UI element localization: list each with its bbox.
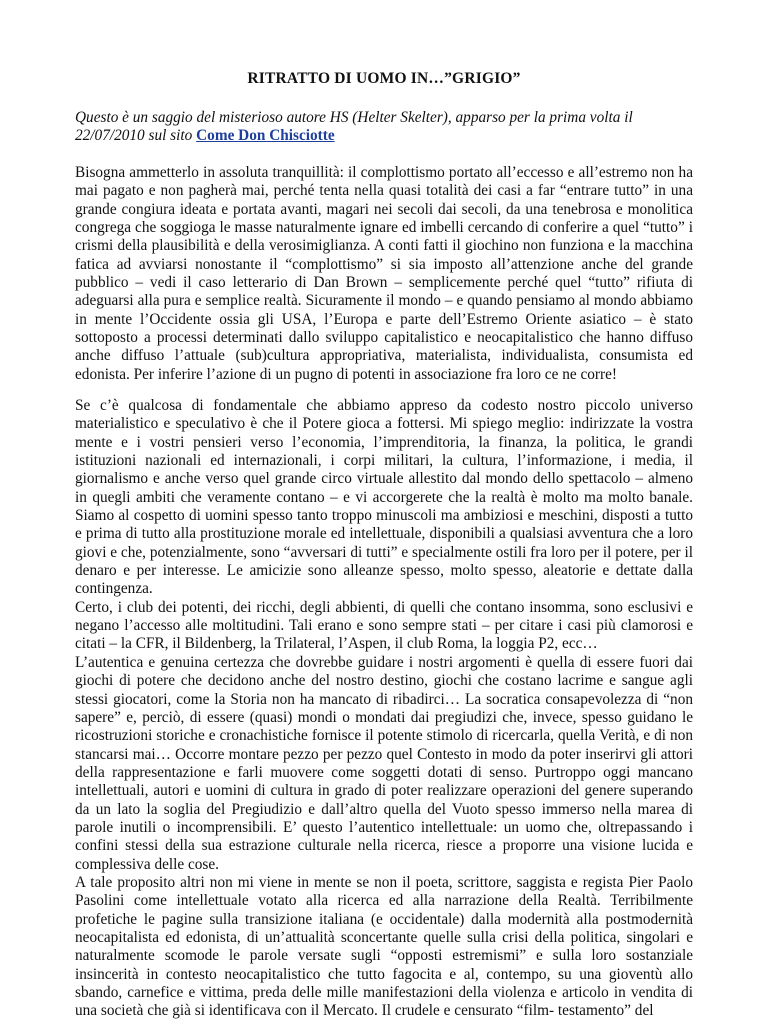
paragraph-4: L’autentica e genuina certezza che dovrebbe guidare i nostri argomenti è quella di essere fuori dai giochi di potere che decidono anche del nostro destino, giochi che costano lacrime e sangue agli stessi giocatori, come la Storia non ha mancato di ribadirci… La socratica consapevolezza di “non sapere” e, perciò, di essere (quasi) mondi o mondati dai pregiudizi che, invece, spesso guidano le ricostruzioni storiche e cronachistiche fornisce il potente stimolo di ricercarla, quella Verità, e di non stancarsi mai… Occorre montare pezzo per pezzo quel Contesto in modo da poter inserirvi gli attori della rappresentazione e farli muovere come soggetti dotati di senso. Purtroppo oggi mancano intellettuali, autori e uomini di cultura in grado di poter realizzare operazioni del genere superando da un lato la soglia del Pregiudizio e dall’altro quella del Vuoto spesso immerso nella marea di parole inutili o incomprensibili. E’ questo l’autentico intellettuale: un uomo che, oltrepassando i confini stessi della sua estrazione culturale nella ricerca, riesce a proporre una visione lucida e complessiva delle cose.	[75, 653, 693, 873]
body-section-1	[75, 164, 693, 384]
intro-text: Questo è un saggio del misterioso autore HS (Helter Skelter), apparso per la prima volta il 22/07/2010 sul sito	[75, 109, 633, 144]
source-link[interactable]: Come Don Chisciotte	[196, 127, 335, 144]
body-section-2	[75, 397, 693, 1021]
paragraph-5: A tale proposito altri non mi viene in mente se non il poeta, scrittore, saggista e regista Pier Paolo Pasolini come intellettuale votato alla ricerca ed alla narrazione della Realtà. Terribilmente profetiche le pagine sulla transizione italiana (e occidentale) dalla modernità alla postmodernità neocapitalista ed edonista, di un’attualità sconcertante quelle sulla crisi della politica, singolari e naturalmente scomode le parole versate sugli “opposti estremismi” e sulla loro sostanziale insincerità in contesto neocapitalistico che tutto fagocita e al, contempo, su una gioventù allo sbando, carnefice e vittima, preda delle mille manifestazioni della violenza e articolo in vendita di una società che già si identificava con il Mercato. Il crudele e censurato “film- testamento” del	[75, 873, 693, 1020]
document-title: RITRATTO DI UOMO IN…”GRIGIO”	[247, 70, 521, 87]
intro-note	[75, 109, 695, 145]
paragraph-2: Se c’è qualcosa di fondamentale che abbiamo appreso da codesto nostro piccolo universo materialistico e speculativo è che il Potere gioca a fottersi. Mi spiego meglio: indirizzate la vostra mente e i vostri pensieri verso l’economia, l’imprenditoria, la finanza, la politica, le grandi istituzioni nazionali ed internazionali, i corpi militari, la cultura, l’informazione, i media, il giornalismo e anche verso quel grande circo virtuale allestito dal mondo dello spettacolo – almeno in quegli ambiti che veramente contano – e vi accorgerete che la realtà è molto ma molto banale. Siamo al cospetto di uomini spesso tanto troppo minuscoli ma ambiziosi e meschini, disposti a tutto e prima di tutto alla prostituzione morale ed intellettuale, disponibili a qualsiasi avventura che a loro giovi e che, potenzialmente, sono “avversari di tutti” e specialmente ostili fra loro per il potere, per il denaro e per interesse. Le amicizie sono alleanze spesso, molto spesso, aleatorie e dettate dalla contingenza.	[75, 397, 693, 598]
paragraph-1: Bisogna ammetterlo in assoluta tranquillità: il complottismo portato all’eccesso e all’estremo non ha mai pagato e non pagherà mai, perché tenta nella quasi totalità dei casi a far “entrare tutto” in una grande congiura ideata e portata avanti, magari nei secoli dai secoli, da una tenebrosa e monolitica congrega che soggioga le masse naturalmente ignare ed imbelli cercando di conferire a quel “tutto” i crismi della plausibilità e della verosimiglianza. A conti fatti il giochino non funziona e la macchina fatica ad avviarsi nonostante il “complottismo” si sia imposto all’attenzione anche del grande pubblico – vedi il caso letterario di Dan Brown – semplicemente perché quel “tutto” rifiuta di adeguarsi alla pura e semplice realtà. Sicuramente il mondo – e quando pensiamo al mondo abbiamo in mente l’Occidente ossia gli USA, l’Europa e parte dell’Estremo Oriente asiatico – è stato sottoposto a processi determinati dallo sviluppo capitalistico e neocapitalistico che hanno diffuso anche diffuso l’attuale (sub)cultura appropriativa, materialista, individualista, consumista ed edonista. Per inferire l’azione di un pugno di potenti in associazione fra loro ce ne corre!	[75, 164, 693, 383]
paragraph-3: Certo, i club dei potenti, dei ricchi, degli abbienti, di quelli che contano insomma, sono esclusivi e negano l’accesso alle moltitudini. Tali erano e sono sempre stati – per citare i casi più clamorosi e citati – la CFR, il Bildenberg, la Trilateral, l’Aspen, il club Roma, la loggia P2, ecc…	[75, 598, 693, 653]
